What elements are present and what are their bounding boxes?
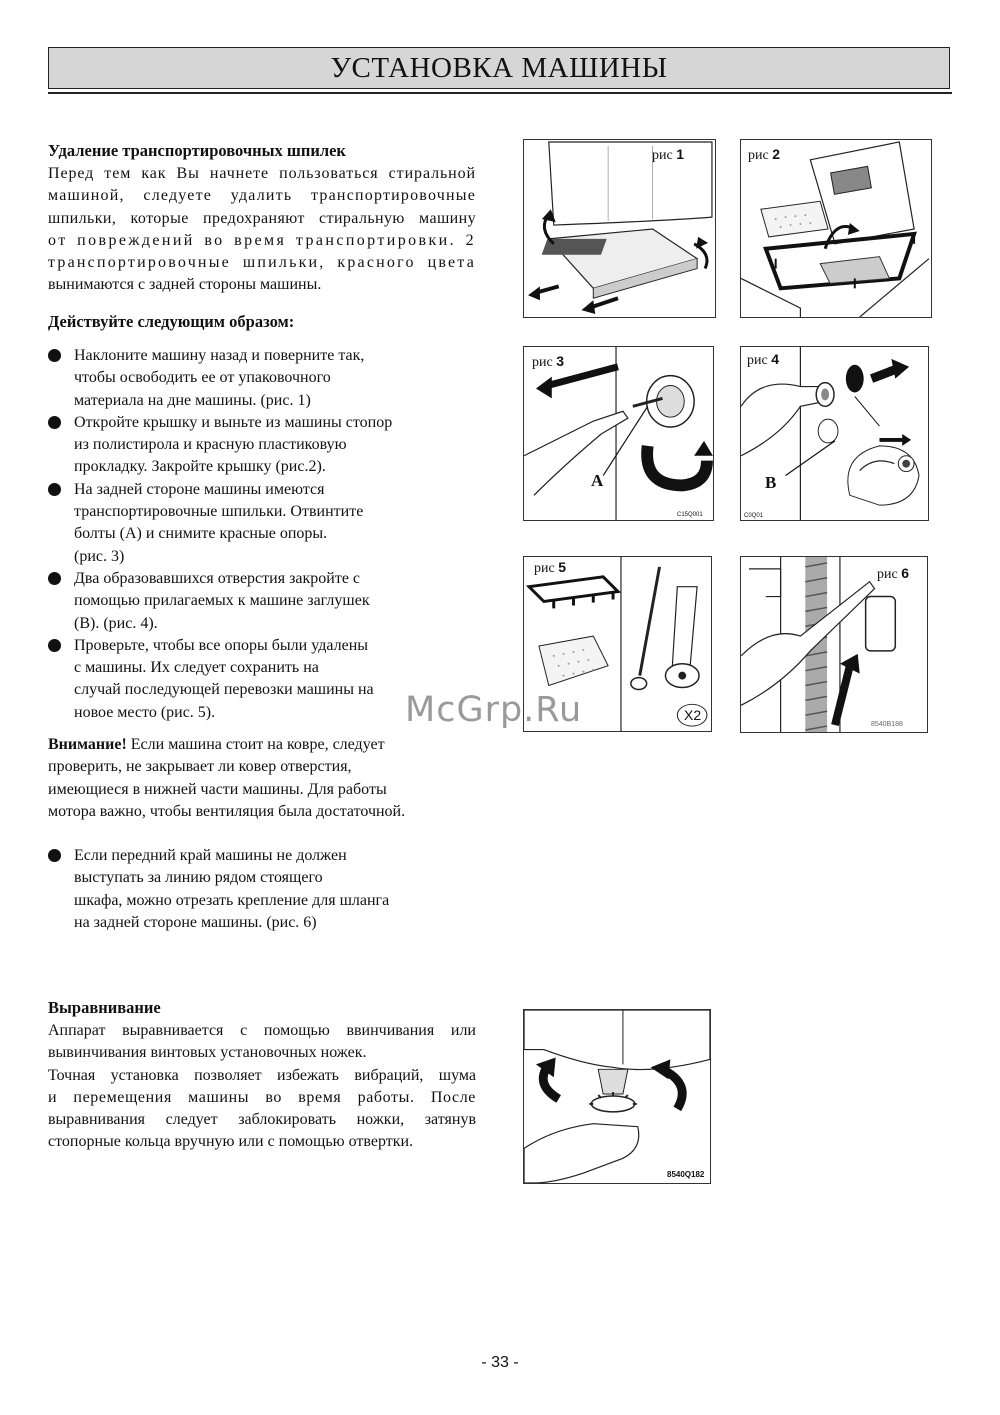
leveling-line: вывинчивания винтовых установочных ножек. bbox=[48, 1044, 367, 1062]
figure-4 bbox=[740, 346, 929, 521]
figure-leveling bbox=[523, 1009, 711, 1184]
figure-6-illustration bbox=[741, 557, 927, 732]
list-item-line: чтобы освободить ее от упаковочного bbox=[74, 369, 331, 387]
intro-line: Перед тем как Вы начнете пользоваться стиральной bbox=[48, 165, 476, 182]
bullet-icon bbox=[48, 572, 61, 585]
figure-label-prefix: рис bbox=[652, 148, 673, 163]
figure-label-prefix: рис bbox=[532, 355, 553, 370]
leveling-line: и перемещения машины во время работы. После bbox=[48, 1088, 476, 1106]
figure-label-number: 2 bbox=[772, 146, 781, 162]
figure-leveling-illustration bbox=[524, 1010, 710, 1183]
title-underline bbox=[48, 92, 952, 94]
leveling-line: стопорные кольца вручную или с помощью отвертки. bbox=[48, 1133, 414, 1151]
warning-line: имеющиеся в нижней части машины. Для работы bbox=[48, 780, 387, 798]
intro-line: транспортировочные шпильки, красного цвета bbox=[48, 254, 476, 272]
bullet-icon bbox=[48, 849, 61, 862]
list-item-line: случай последующей перевозки машины на bbox=[74, 681, 374, 699]
figure-6-label bbox=[877, 565, 909, 583]
list-item-line: новое место (рис. 5). bbox=[74, 703, 216, 721]
list-item-line: На задней стороне машины имеются bbox=[74, 480, 325, 498]
intro-line: шпильки, которые предохраняют стиральную машину bbox=[48, 209, 476, 227]
steps-heading: Действуйте следующим образом: bbox=[48, 312, 295, 331]
figure-label-number: 6 bbox=[901, 565, 910, 581]
figure-label-prefix: рис bbox=[748, 148, 769, 163]
figure-1-label bbox=[652, 146, 684, 164]
bullet-icon bbox=[48, 483, 61, 496]
warning-line: Если машина стоит на ковре, следует bbox=[126, 736, 385, 753]
figure-3-illustration bbox=[524, 347, 713, 520]
list-item bbox=[48, 845, 478, 934]
figure-label-prefix: рис bbox=[877, 567, 898, 582]
bullet-icon bbox=[48, 639, 61, 652]
intro-line: от повреждений во время транспортировки. 2 bbox=[48, 231, 476, 249]
list-item-line: Если передний край машины не должен bbox=[74, 847, 347, 864]
figure-1 bbox=[523, 139, 716, 318]
figure-label-number: 1 bbox=[676, 146, 685, 162]
list-item-line: из полистирола и красную пластиковую bbox=[74, 436, 347, 454]
warning-line: мотора важно, чтобы вентиляция была достаточной. bbox=[48, 802, 406, 820]
figure-2 bbox=[740, 139, 932, 318]
section-heading-transport-bolts: Удаление транспортировочных шпилек bbox=[48, 141, 346, 160]
list-item bbox=[48, 568, 478, 635]
list-item-line: (В). (рис. 4). bbox=[74, 614, 158, 632]
figure-leveling-code: 8540Q182 bbox=[667, 1170, 705, 1179]
list-item-line: болты (А) и снимите красные опоры. bbox=[74, 525, 328, 543]
list-item bbox=[48, 412, 478, 479]
list-item-line: выступать за линию рядом стоящего bbox=[74, 869, 323, 887]
list-item bbox=[48, 345, 478, 412]
list-item-line: материала на дне машины. (рис. 1) bbox=[74, 391, 311, 409]
figure-1-illustration bbox=[524, 140, 715, 317]
list-item-line: Наклоните машину назад и поверните так, bbox=[74, 347, 365, 364]
page-number: - 33 - bbox=[481, 1354, 519, 1371]
bullet-icon bbox=[48, 416, 61, 429]
watermark: McGrp.Ru bbox=[405, 690, 583, 730]
list-item-line: помощью прилагаемых к машине заглушек bbox=[74, 592, 370, 610]
figure-2-illustration bbox=[741, 140, 931, 317]
list-item-line: (рис. 3) bbox=[74, 547, 125, 565]
extra-steps-list bbox=[48, 845, 478, 934]
title-bar bbox=[48, 47, 950, 89]
intro-line: вынимаются с задней стороны машины. bbox=[48, 276, 322, 294]
steps-list bbox=[48, 345, 478, 724]
list-item-line: прокладку. Закройте крышку (рис.2). bbox=[74, 458, 326, 476]
list-item-line: транспортировочные шпильки. Отвинтите bbox=[74, 503, 364, 521]
figure-4-label bbox=[747, 351, 779, 369]
section-heading-leveling: Выравнивание bbox=[48, 998, 161, 1017]
figure-label-number: 5 bbox=[558, 559, 567, 575]
figure-2-label bbox=[748, 146, 780, 164]
list-item-line: на задней стороне машины. (рис. 6) bbox=[74, 913, 317, 931]
figure-label-number: 4 bbox=[771, 351, 780, 367]
list-item-line: шкафа, можно отрезать крепление для шланга bbox=[74, 891, 390, 909]
marker-a: A bbox=[591, 471, 604, 490]
list-item-line: Два образовавшихся отверстия закройте с bbox=[74, 569, 361, 587]
leveling-line: Точная установка позволяет избежать вибраций, шума bbox=[48, 1066, 476, 1084]
list-item-line: Проверьте, чтобы все опоры были удалены bbox=[74, 636, 368, 654]
figure-4-code: C0Q01 bbox=[744, 513, 764, 519]
figure-label-prefix: рис bbox=[534, 561, 555, 576]
list-item-line: с машины. Их следует сохранить на bbox=[74, 659, 319, 677]
leveling-line: Аппарат выравнивается с помощью ввинчивания или bbox=[48, 1022, 476, 1039]
marker-b: B bbox=[765, 473, 777, 492]
figure-6-code: 8540B188 bbox=[871, 721, 903, 728]
figure-3-code: C15Q001 bbox=[677, 512, 703, 518]
page-title: УСТАНОВКА МАШИНЫ bbox=[330, 51, 668, 84]
figure-3-label bbox=[532, 353, 564, 371]
leveling-line: выравнивания следует заблокировать ножки, затянув bbox=[48, 1111, 476, 1129]
figure-5-label bbox=[534, 559, 566, 577]
bullet-icon bbox=[48, 349, 61, 362]
figure-label-prefix: рис bbox=[747, 353, 768, 368]
intro-paragraph bbox=[48, 163, 476, 297]
warning-label: Внимание! bbox=[48, 736, 127, 753]
figure-4-illustration bbox=[741, 347, 928, 520]
figure-3 bbox=[523, 346, 714, 521]
warning-paragraph bbox=[48, 734, 488, 823]
figure-5-count: X2 bbox=[684, 707, 702, 723]
list-item bbox=[48, 479, 478, 568]
figure-label-number: 3 bbox=[556, 353, 565, 369]
figure-6 bbox=[740, 556, 928, 733]
warning-line: проверить, не закрывает ли ковер отверстия, bbox=[48, 758, 352, 776]
leveling-paragraph bbox=[48, 1020, 476, 1154]
list-item-line: Откройте крышку и выньте из машины стопор bbox=[74, 413, 393, 431]
intro-line: машиной, следуете удалить транспортировочные bbox=[48, 187, 476, 205]
